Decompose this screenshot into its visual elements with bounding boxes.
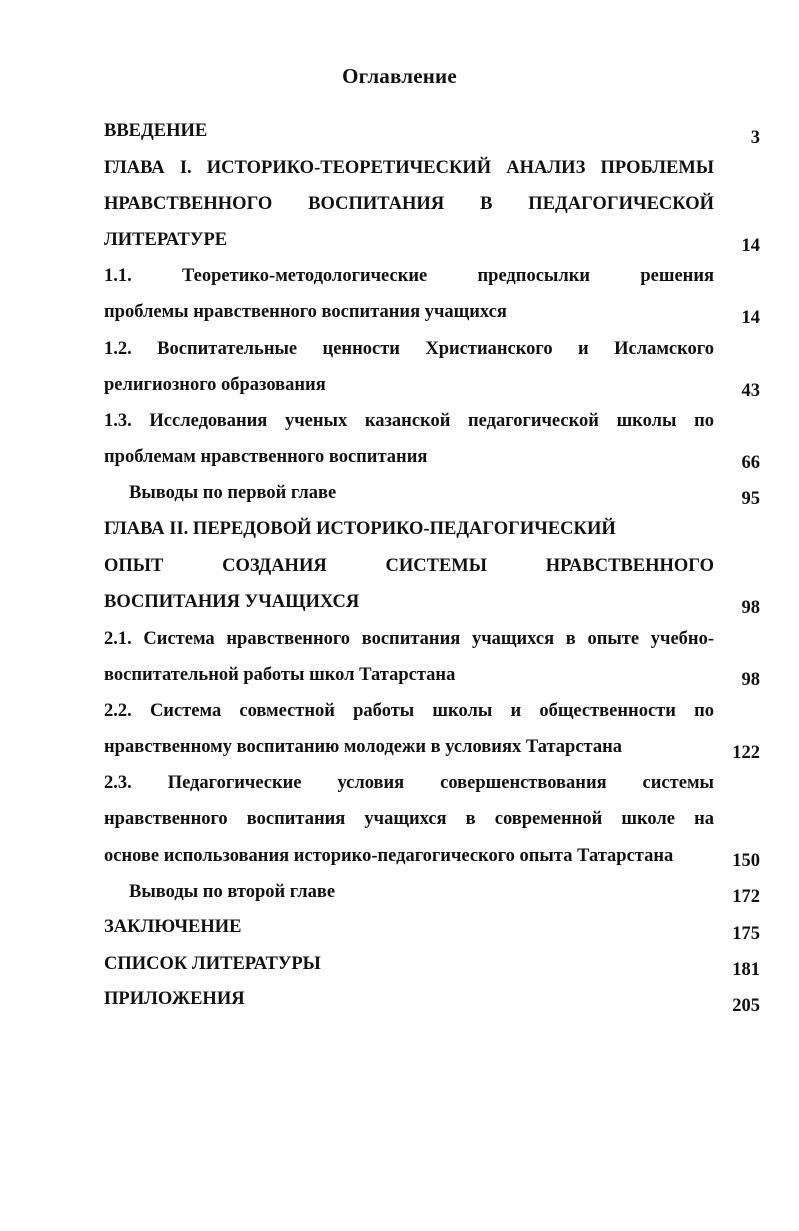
toc-line-chapter1-part1: ГЛАВА I. ИСТОРИКО-ТЕОРЕТИЧЕСКИЙ АНАЛИЗ ПРОБЛЕМЫ (104, 158, 714, 178)
page-number: 98 (741, 670, 760, 690)
toc-line-introduction: ВВЕДЕНИЕ (104, 121, 208, 141)
page-number: 122 (732, 743, 760, 763)
toc-line-section-1-3-part1: 1.3. Исследования ученых казанской педагогической школы по (104, 411, 714, 431)
toc-line-chapter2-conclusions: Выводы по второй главе (129, 882, 336, 902)
toc-line-chapter1-part3: ЛИТЕРАТУРЕ (104, 230, 228, 250)
page-number: 205 (732, 996, 760, 1016)
toc-line-section-1-1-part1: 1.1. Теоретико-методологические предпосылки решения (104, 266, 714, 286)
page-number: 150 (732, 851, 760, 871)
toc-line-conclusion: ЗАКЛЮЧЕНИЕ (104, 917, 242, 937)
page-number: 3 (750, 128, 760, 148)
toc-line-section-1-3-part2: проблемам нравственного воспитания (104, 447, 428, 467)
toc-line-chapter1-part2: НРАВСТВЕННОГО ВОСПИТАНИЯ В ПЕДАГОГИЧЕСКОЙ (104, 194, 714, 214)
toc-line-section-1-2-part1: 1.2. Воспитательные ценности Христианского и Исламского (104, 339, 714, 359)
toc-line-appendices: ПРИЛОЖЕНИЯ (104, 989, 245, 1009)
toc-line-chapter2-part1: ГЛАВА II. ПЕРЕДОВОЙ ИСТОРИКО-ПЕДАГОГИЧЕСКИЙ (104, 519, 616, 539)
toc-line-section-1-1-part2: проблемы нравственного воспитания учащихся (104, 302, 507, 322)
page-title: Оглавление (342, 64, 457, 88)
toc-line-section-2-3-part1: 2.3. Педагогические условия совершенствования системы (104, 773, 714, 793)
toc-line-chapter2-part2: ОПЫТ СОЗДАНИЯ СИСТЕМЫ НРАВСТВЕННОГО (104, 556, 714, 576)
toc-line-references: СПИСОК ЛИТЕРАТУРЫ (104, 954, 321, 974)
page-number: 14 (741, 308, 760, 328)
toc-line-chapter2-part3: ВОСПИТАНИЯ УЧАЩИХСЯ (104, 592, 360, 612)
toc-line-chapter1-conclusions: Выводы по первой главе (129, 483, 337, 503)
page-number: 95 (741, 489, 760, 509)
page-number: 172 (732, 887, 760, 907)
page-number: 175 (732, 924, 760, 944)
page-number: 98 (741, 598, 760, 618)
toc-line-section-1-2-part2: религиозного образования (104, 375, 326, 395)
page-number: 66 (741, 453, 760, 473)
toc-line-section-2-3-part3: основе использования историко-педагогического опыта Татарстана (104, 846, 674, 866)
page-number: 14 (741, 236, 760, 256)
toc-line-section-2-3-part2: нравственного воспитания учащихся в современной школе на (104, 809, 714, 829)
page-number: 43 (741, 381, 760, 401)
toc-line-section-2-1-part2: воспитательной работы школ Татарстана (104, 665, 456, 685)
toc-line-section-2-2-part1: 2.2. Система совместной работы школы и общественности по (104, 701, 714, 721)
toc-line-section-2-2-part2: нравственному воспитанию молодежи в условиях Татарстана (104, 737, 623, 757)
page-number: 181 (732, 960, 760, 980)
toc-line-section-2-1-part1: 2.1. Система нравственного воспитания учащихся в опыте учебно- (104, 629, 714, 649)
